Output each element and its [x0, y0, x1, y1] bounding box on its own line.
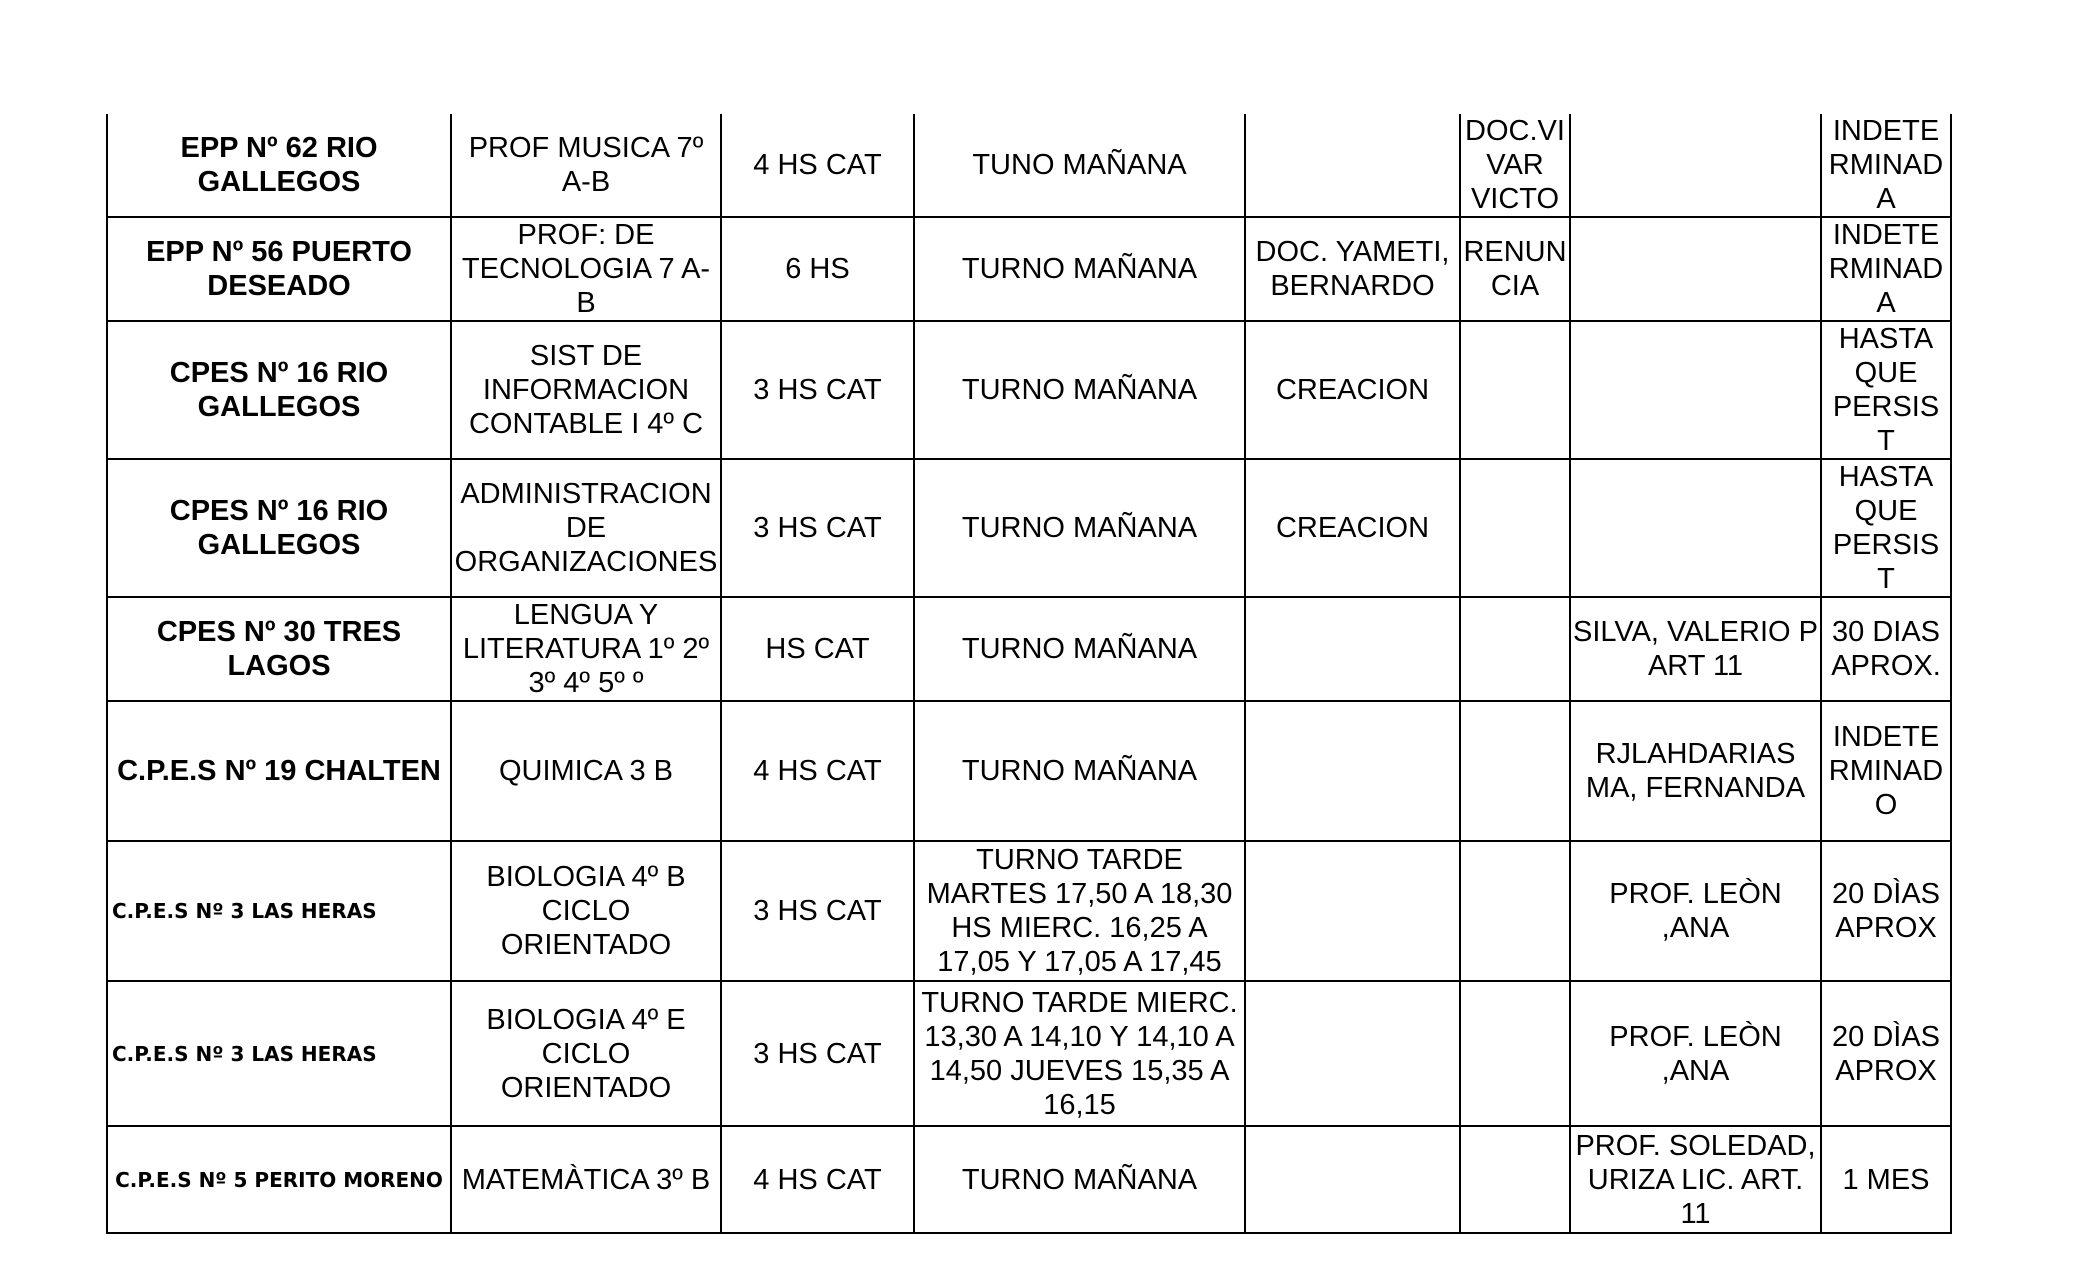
subject-cell: BIOLOGIA 4º B CICLO ORIENTADO	[451, 841, 721, 981]
shift-cell: TURNO MAÑANA	[914, 321, 1245, 459]
reason-cell	[1460, 701, 1570, 841]
teacher-cell: CREACION	[1245, 321, 1460, 459]
teacher-cell: DOC. YAMETI, BERNARDO	[1245, 217, 1460, 321]
subject-cell: QUIMICA 3 B	[451, 701, 721, 841]
replacement-cell: RJLAHDARIAS MA, FERNANDA	[1570, 701, 1821, 841]
shift-cell: TURNO TARDE MARTES 17,50 A 18,30 HS MIERC. 16,25 A 17,05 Y 17,05 A 17,45	[914, 841, 1245, 981]
teacher-cell	[1245, 1126, 1460, 1233]
shift-cell: TUNO MAÑANA	[914, 114, 1245, 217]
shift-cell: TURNO MAÑANA	[914, 1126, 1245, 1233]
hours-cell: 4 HS CAT	[721, 1126, 914, 1233]
shift-cell: TURNO MAÑANA	[914, 701, 1245, 841]
table-row	[107, 701, 1951, 841]
duration-cell: INDETE RMINAD A	[1821, 217, 1951, 321]
table-row	[107, 1126, 1951, 1233]
table-row	[107, 597, 1951, 701]
subject-cell: ADMINISTRACION DE ORGANIZACIONES	[451, 459, 721, 597]
reason-cell	[1460, 321, 1570, 459]
reason-cell	[1460, 841, 1570, 981]
reason-cell	[1460, 459, 1570, 597]
shift-cell: TURNO MAÑANA	[914, 459, 1245, 597]
teacher-cell	[1245, 841, 1460, 981]
hours-cell: 3 HS CAT	[721, 459, 914, 597]
duration-cell: HASTA QUE PERSIST	[1821, 321, 1951, 459]
duration-cell: HASTA QUE PERSIST	[1821, 459, 1951, 597]
hours-cell: 4 HS CAT	[721, 701, 914, 841]
duration-cell: INDETE RMINAD A	[1821, 114, 1951, 217]
reason-cell	[1460, 1126, 1570, 1233]
teacher-cell	[1245, 597, 1460, 701]
subject-cell: PROF: DE TECNOLOGIA 7 A-B	[451, 217, 721, 321]
duration-cell: 20 DÌAS APROX	[1821, 841, 1951, 981]
teacher-cell: CREACION	[1245, 459, 1460, 597]
reason-cell: RENUN CIA	[1460, 217, 1570, 321]
school-cell: CPES Nº 30 TRES LAGOS	[107, 597, 451, 701]
vacancies-table	[106, 114, 1952, 1234]
table-row	[107, 459, 1951, 597]
hours-cell: 4 HS CAT	[721, 114, 914, 217]
table-row	[107, 114, 1951, 217]
replacement-cell	[1570, 459, 1821, 597]
school-cell: C.P.E.S Nº 5 PERITO MORENO	[107, 1126, 451, 1233]
replacement-cell: PROF. LEÒN ,ANA	[1570, 841, 1821, 981]
duration-cell: 1 MES	[1821, 1126, 1951, 1233]
school-cell: EPP Nº 62 RIO GALLEGOS	[107, 114, 451, 217]
subject-cell: BIOLOGIA 4º E CICLO ORIENTADO	[451, 981, 721, 1126]
teacher-cell	[1245, 701, 1460, 841]
table-row	[107, 841, 1951, 981]
table-row	[107, 217, 1951, 321]
school-cell: CPES Nº 16 RIO GALLEGOS	[107, 321, 451, 459]
subject-cell: PROF MUSICA 7º A-B	[451, 114, 721, 217]
subject-cell: SIST DE INFORMACION CONTABLE I 4º C	[451, 321, 721, 459]
shift-cell: TURNO MAÑANA	[914, 597, 1245, 701]
duration-cell: INDETE RMINAD O	[1821, 701, 1951, 841]
shift-cell: TURNO TARDE MIERC. 13,30 A 14,10 Y 14,10 A 14,50 JUEVES 15,35 A 16,15	[914, 981, 1245, 1126]
replacement-cell	[1570, 217, 1821, 321]
replacement-cell	[1570, 321, 1821, 459]
hours-cell: 3 HS CAT	[721, 321, 914, 459]
school-cell: EPP Nº 56 PUERTO DESEADO	[107, 217, 451, 321]
replacement-cell	[1570, 114, 1821, 217]
replacement-cell: PROF. SOLEDAD, URIZA LIC. ART. 11	[1570, 1126, 1821, 1233]
replacement-cell: SILVA, VALERIO P ART 11	[1570, 597, 1821, 701]
school-cell: C.P.E.S Nº 19 CHALTEN	[107, 701, 451, 841]
reason-cell: DOC.VI VAR VICTO	[1460, 114, 1570, 217]
school-cell: CPES Nº 16 RIO GALLEGOS	[107, 459, 451, 597]
reason-cell	[1460, 597, 1570, 701]
duration-cell: 20 DÌAS APROX	[1821, 981, 1951, 1126]
table-row	[107, 981, 1951, 1126]
hours-cell: 3 HS CAT	[721, 841, 914, 981]
subject-cell: LENGUA Y LITERATURA 1º 2º 3º 4º 5º º	[451, 597, 721, 701]
table-row	[107, 321, 1951, 459]
hours-cell: 6 HS	[721, 217, 914, 321]
school-cell: C.P.E.S Nº 3 LAS HERAS	[107, 981, 451, 1126]
teacher-cell	[1245, 981, 1460, 1126]
replacement-cell: PROF. LEÒN ,ANA	[1570, 981, 1821, 1126]
reason-cell	[1460, 981, 1570, 1126]
duration-cell: 30 DIAS APROX.	[1821, 597, 1951, 701]
shift-cell: TURNO MAÑANA	[914, 217, 1245, 321]
subject-cell: MATEMÀTICA 3º B	[451, 1126, 721, 1233]
hours-cell: 3 HS CAT	[721, 981, 914, 1126]
school-cell: C.P.E.S Nº 3 LAS HERAS	[107, 841, 451, 981]
hours-cell: HS CAT	[721, 597, 914, 701]
teacher-cell	[1245, 114, 1460, 217]
